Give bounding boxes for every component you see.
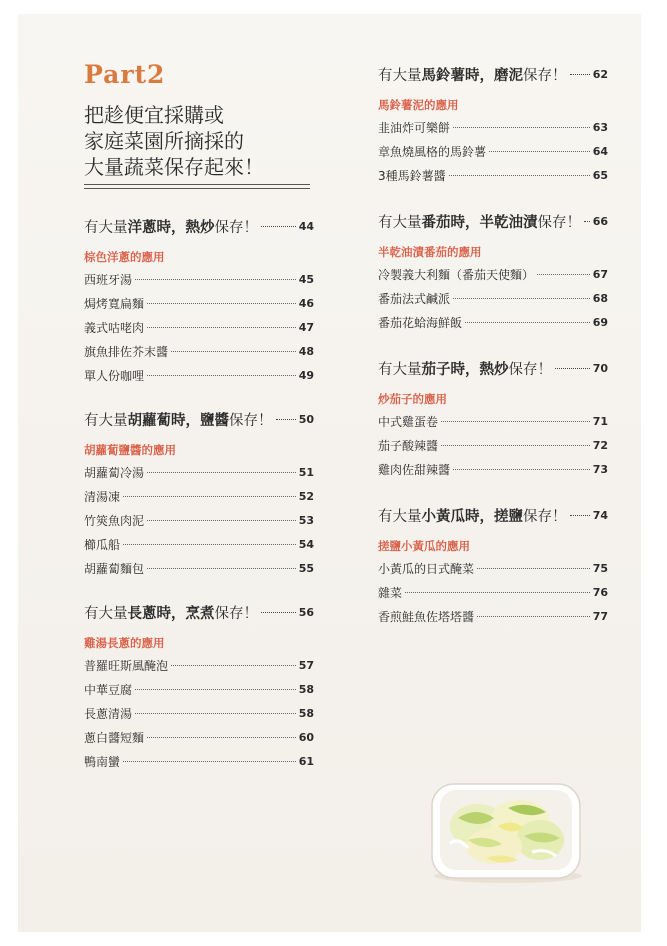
toc-entry[interactable]: 長蔥清湯 58 bbox=[84, 706, 314, 721]
page-number: 44 bbox=[298, 219, 314, 233]
section-title[interactable]: 有大量小黃瓜時，搓鹽保存！ 74 bbox=[378, 508, 608, 525]
page-number: 70 bbox=[592, 361, 608, 375]
toc-entry[interactable]: 竹筴魚肉泥 53 bbox=[84, 513, 314, 528]
toc-section-potato bbox=[378, 63, 608, 187]
section-subtitle: 棕色洋蔥的應用 bbox=[84, 250, 165, 264]
page-number: 62 bbox=[592, 67, 608, 81]
toc-section-leek bbox=[84, 601, 314, 773]
pickled-cabbage-dish-image bbox=[428, 778, 584, 886]
leader-dots bbox=[570, 514, 590, 516]
leader-dots bbox=[261, 225, 296, 227]
leader-dots bbox=[555, 367, 590, 369]
section-subtitle: 搓鹽小黃瓜的應用 bbox=[378, 539, 470, 553]
section-subtitle: 半乾油漬番茄的應用 bbox=[378, 245, 482, 259]
toc-entry[interactable]: 香煎鮭魚佐塔塔醬 77 bbox=[378, 609, 608, 624]
toc-section-onion bbox=[84, 215, 314, 387]
toc-section-carrot bbox=[84, 408, 314, 580]
divider bbox=[84, 184, 310, 185]
page-number: 50 bbox=[298, 412, 314, 426]
toc-entry[interactable]: 中式雞蛋卷 71 bbox=[378, 414, 608, 429]
section-subtitle: 炒茄子的應用 bbox=[378, 392, 447, 406]
section-title[interactable]: 有大量胡蘿蔔時，鹽醬保存！ 50 bbox=[84, 412, 314, 429]
toc-entry[interactable]: 中華豆腐 58 bbox=[84, 682, 314, 697]
toc-entry[interactable]: 鴨南蠻 61 bbox=[84, 754, 314, 769]
toc-entry[interactable]: 雜菜 76 bbox=[378, 585, 608, 600]
section-subtitle: 胡蘿蔔鹽醬的應用 bbox=[84, 443, 176, 457]
toc-section-tomato bbox=[378, 210, 608, 334]
section-subtitle: 雞湯長蔥的應用 bbox=[84, 636, 165, 650]
toc-entry[interactable]: 單人份咖哩 49 bbox=[84, 368, 314, 383]
page-number: 66 bbox=[592, 214, 608, 228]
leader-dots bbox=[570, 73, 590, 75]
toc-entry[interactable]: 冷製義大利麵（番茄天使麵） 67 bbox=[378, 267, 608, 282]
section-title[interactable]: 有大量洋蔥時，熱炒保存！ 44 bbox=[84, 219, 314, 236]
part-title: Part2 bbox=[84, 60, 166, 89]
toc-entry[interactable]: 胡蘿蔔麵包 55 bbox=[84, 561, 314, 576]
toc-entry[interactable]: 韭油炸可樂餅 63 bbox=[378, 120, 608, 135]
divider bbox=[84, 188, 310, 189]
subtitle-line: 大量蔬菜保存起來！ bbox=[84, 155, 264, 179]
toc-entry[interactable]: 胡蘿蔔冷湯 51 bbox=[84, 465, 314, 480]
leader-dots bbox=[276, 418, 296, 420]
section-title[interactable]: 有大量長蔥時，烹煮保存！ 56 bbox=[84, 605, 314, 622]
toc-entry[interactable]: 義式咕咾肉 47 bbox=[84, 320, 314, 335]
toc-entry[interactable]: 清湯凍 52 bbox=[84, 489, 314, 504]
toc-entry[interactable]: 番茄花蛤海鮮飯 69 bbox=[378, 315, 608, 330]
toc-entry[interactable]: 普羅旺斯風醃泡 57 bbox=[84, 658, 314, 673]
chapter-subtitle bbox=[84, 102, 324, 180]
toc-section-eggplant bbox=[378, 357, 608, 481]
section-subtitle: 馬鈴薯泥的應用 bbox=[378, 98, 459, 112]
leader-dots bbox=[261, 611, 296, 613]
toc-entry[interactable]: 小黃瓜的日式醃菜 75 bbox=[378, 561, 608, 576]
toc-entry[interactable]: 茄子酸辣醬 72 bbox=[378, 438, 608, 453]
toc-entry[interactable]: 旗魚排佐芥末醬 48 bbox=[84, 344, 314, 359]
leader-dots bbox=[584, 220, 590, 222]
toc-section-cucumber bbox=[378, 504, 608, 628]
toc-entry[interactable]: 3種馬鈴薯醬 65 bbox=[378, 168, 608, 183]
page-number: 74 bbox=[592, 508, 608, 522]
toc-entry[interactable]: 章魚燒風格的馬鈴薯 64 bbox=[378, 144, 608, 159]
page-number: 56 bbox=[298, 605, 314, 619]
toc-entry[interactable]: 西班牙湯 45 bbox=[84, 272, 314, 287]
subtitle-line: 把趁便宜採購或 bbox=[84, 103, 224, 127]
toc-entry[interactable]: 焗烤寬扁麵 46 bbox=[84, 296, 314, 311]
section-title[interactable]: 有大量馬鈴薯時，磨泥保存！ 62 bbox=[378, 67, 608, 84]
toc-entry[interactable]: 番茄法式鹹派 68 bbox=[378, 291, 608, 306]
toc-entry[interactable]: 蔥白醬短麵 60 bbox=[84, 730, 314, 745]
section-title[interactable]: 有大量番茄時，半乾油漬保存！ 66 bbox=[378, 214, 608, 231]
subtitle-line: 家庭菜園所摘採的 bbox=[84, 129, 244, 153]
section-title[interactable]: 有大量茄子時，熱炒保存！ 70 bbox=[378, 361, 608, 378]
toc-entry[interactable]: 櫛瓜船 54 bbox=[84, 537, 314, 552]
toc-entry[interactable]: 雞肉佐甜辣醬 73 bbox=[378, 462, 608, 477]
